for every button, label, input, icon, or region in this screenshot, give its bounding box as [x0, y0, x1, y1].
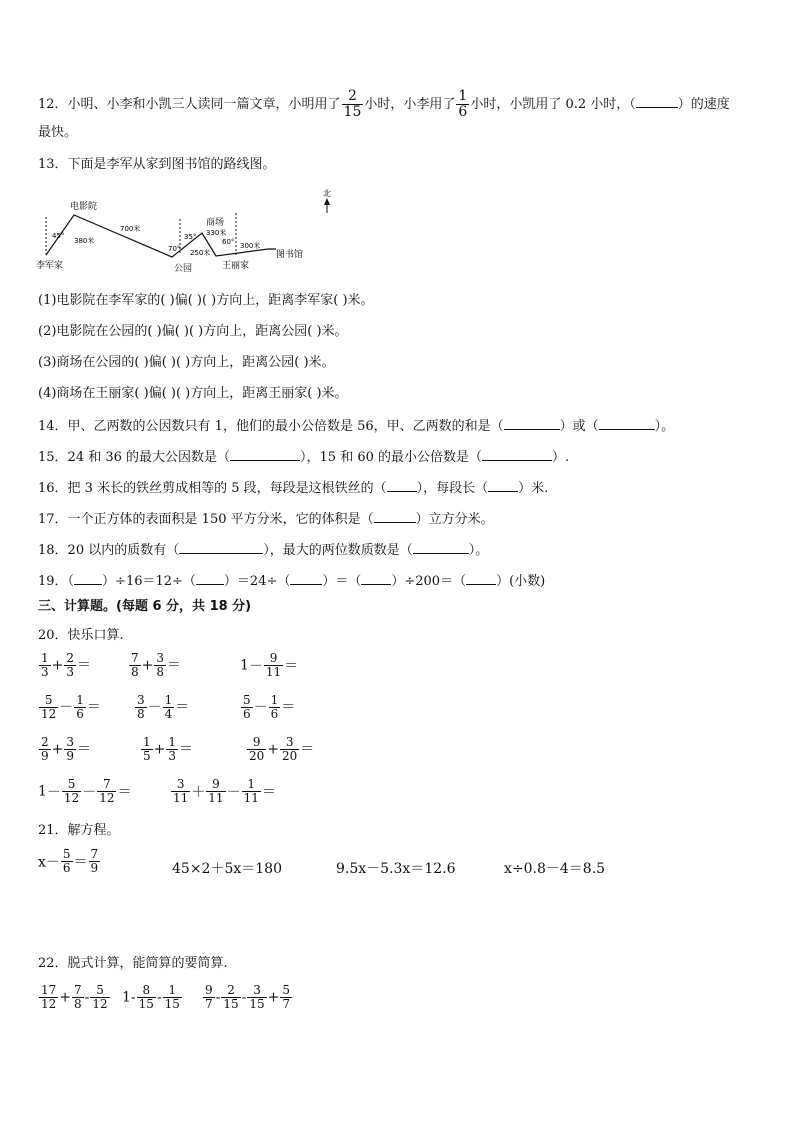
section-3-heading: 三、计算题。(每题 6 分，共 18 分)	[38, 599, 252, 614]
q12-text-mid2: 小时，小凯用了 0.2 小时，（	[470, 97, 636, 112]
equation-21-2: 45×2＋5x＝180	[172, 861, 282, 877]
q13-item-3: (3)商场在公园的( )偏( )( )方向上，距离公园( )米。	[38, 355, 335, 370]
answer-blank[interactable]	[387, 479, 417, 492]
label-library: 图书馆	[276, 250, 304, 260]
angle-70: 70°	[168, 245, 181, 253]
question-15: 15．24 和 36 的最大公因数是（ ），15 和 60 的最小公倍数是（ ）.	[38, 450, 570, 465]
q12-text-post: ）的速度	[677, 97, 730, 112]
question-14: 14．甲、乙两数的公因数只有 1，他们的最小公倍数是 56，甲、乙两数的和是（ ）或（ ）。	[38, 419, 675, 434]
calc-20-6: $\frac{5}{6}$ － $\frac{1}{6}$ ＝	[243, 693, 296, 721]
calc-20-8: $\frac{1}{5}$ + $\frac{1}{3}$ ＝	[143, 735, 194, 763]
q13-item-2: (2)电影院在公园的( )偏( )( )方向上，距离公园( )米。	[38, 324, 348, 339]
answer-blank[interactable]	[374, 510, 416, 523]
calc-20-7: $\frac{2}{9}$ + $\frac{3}{9}$ ＝	[41, 735, 92, 763]
question-17: 17．一个正方体的表面积是 150 平方分米，它的体积是（ ）立方分米。	[38, 512, 494, 527]
label-park: 公园	[174, 264, 193, 274]
calc-20-2: $\frac{7}{8}$ + $\frac{3}{8}$ ＝	[131, 651, 182, 679]
question-19: 19．（ ）÷16＝12÷（ ）＝24÷（ ）＝（ ）÷200＝（ ）(小数)	[38, 574, 546, 589]
equation-21-3: 9.5x－5.3x＝12.6	[336, 861, 456, 877]
dist-330: 330米	[206, 229, 227, 237]
fraction: $\frac{1}{6}$	[458, 88, 468, 120]
calc-20-1: $\frac{1}{3}$ + $\frac{2}{3}$ ＝	[41, 651, 92, 679]
answer-blank[interactable]	[488, 479, 518, 492]
answer-blank[interactable]	[466, 572, 496, 585]
label-home: 李军家	[36, 261, 64, 271]
calc-22-2: 1- $\frac{8}{15}$ - $\frac{1}{15}$	[122, 983, 180, 1011]
calc-22-1: $\frac{17}{12}$ + $\frac{7}{8}$ - $\frac{5}{12}$	[41, 983, 108, 1011]
q12-text-pre: 12．小明、小李和小凯三人读同一篇文章，小明用了	[38, 97, 341, 112]
north-label: 北	[323, 189, 331, 198]
q13-item-1: (1)电影院在李军家的( )偏( )( )方向上，距离李军家( )米。	[38, 293, 374, 308]
angle-45: 45°	[52, 232, 65, 240]
q13-item-4: (4)商场在王丽家( )偏( )( )方向上，距离王丽家( )米。	[38, 386, 348, 401]
answer-blank[interactable]	[361, 572, 391, 585]
dist-300: 300米	[240, 242, 261, 250]
dist-380: 380米	[74, 237, 95, 245]
answer-blank[interactable]	[504, 417, 560, 430]
answer-blank[interactable]	[413, 541, 469, 554]
calc-20-4: $\frac{5}{12}$ － $\frac{1}{6}$ ＝	[41, 693, 101, 721]
equation-21-1: x－ $\frac{5}{6}$ ＝ $\frac{7}{9}$	[38, 847, 99, 875]
answer-blank[interactable]	[636, 95, 678, 108]
angle-35: 35°	[184, 233, 197, 241]
dist-700: 700米	[120, 225, 141, 233]
angle-60: 60°	[222, 238, 235, 246]
answer-blank[interactable]	[179, 541, 263, 554]
calc-20-10: 1－ $\frac{5}{12}$ － $\frac{7}{12}$ ＝	[38, 777, 132, 805]
answer-blank[interactable]	[196, 572, 224, 585]
calc-20-11: $\frac{3}{11}$ ＋ $\frac{9}{11}$ － $\frac{1}{11}$ ＝	[173, 777, 276, 805]
question-12	[38, 89, 730, 120]
question-21-title: 21．解方程。	[38, 823, 120, 838]
equation-21-4: x÷0.8－4＝8.5	[504, 861, 606, 877]
question-13-title: 13．下面是李军从家到图书馆的路线图。	[38, 157, 276, 172]
label-cinema: 电影院	[70, 202, 98, 212]
fraction: $\frac{2}{15}$	[343, 88, 362, 120]
label-wang: 王丽家	[222, 261, 250, 271]
calc-22-3: $\frac{9}{7}$ - $\frac{2}{15}$ - $\frac{3}{15}$ + $\frac{5}{7}$	[205, 983, 291, 1011]
q12-line2: 最快。	[38, 125, 78, 140]
calc-20-3: 1－ $\frac{9}{11}$ ＝	[240, 651, 299, 679]
question-22-title: 22．脱式计算，能简算的要简算.	[38, 956, 228, 971]
question-16: 16．把 3 米长的铁丝剪成相等的 5 段，每段是这根铁丝的（ ），每段长（ ）米.	[38, 481, 549, 496]
answer-blank[interactable]	[74, 572, 102, 585]
calc-20-9: $\frac{9}{20}$ + $\frac{3}{20}$ ＝	[249, 735, 315, 763]
answer-blank[interactable]	[599, 417, 655, 430]
answer-blank[interactable]	[482, 448, 552, 461]
answer-blank[interactable]	[290, 572, 322, 585]
calc-20-5: $\frac{3}{8}$ － $\frac{1}{4}$ ＝	[137, 693, 190, 721]
question-20-title: 20．快乐口算.	[38, 628, 124, 643]
dist-250: 250米	[190, 249, 211, 257]
label-mall: 商场	[206, 218, 225, 228]
q12-text-mid1: 小时，小李用了	[364, 97, 456, 112]
answer-blank[interactable]	[230, 448, 300, 461]
route-map	[30, 183, 350, 283]
question-18: 18．20 以内的质数有（ ），最大的两位数质数是（ ）。	[38, 543, 489, 558]
